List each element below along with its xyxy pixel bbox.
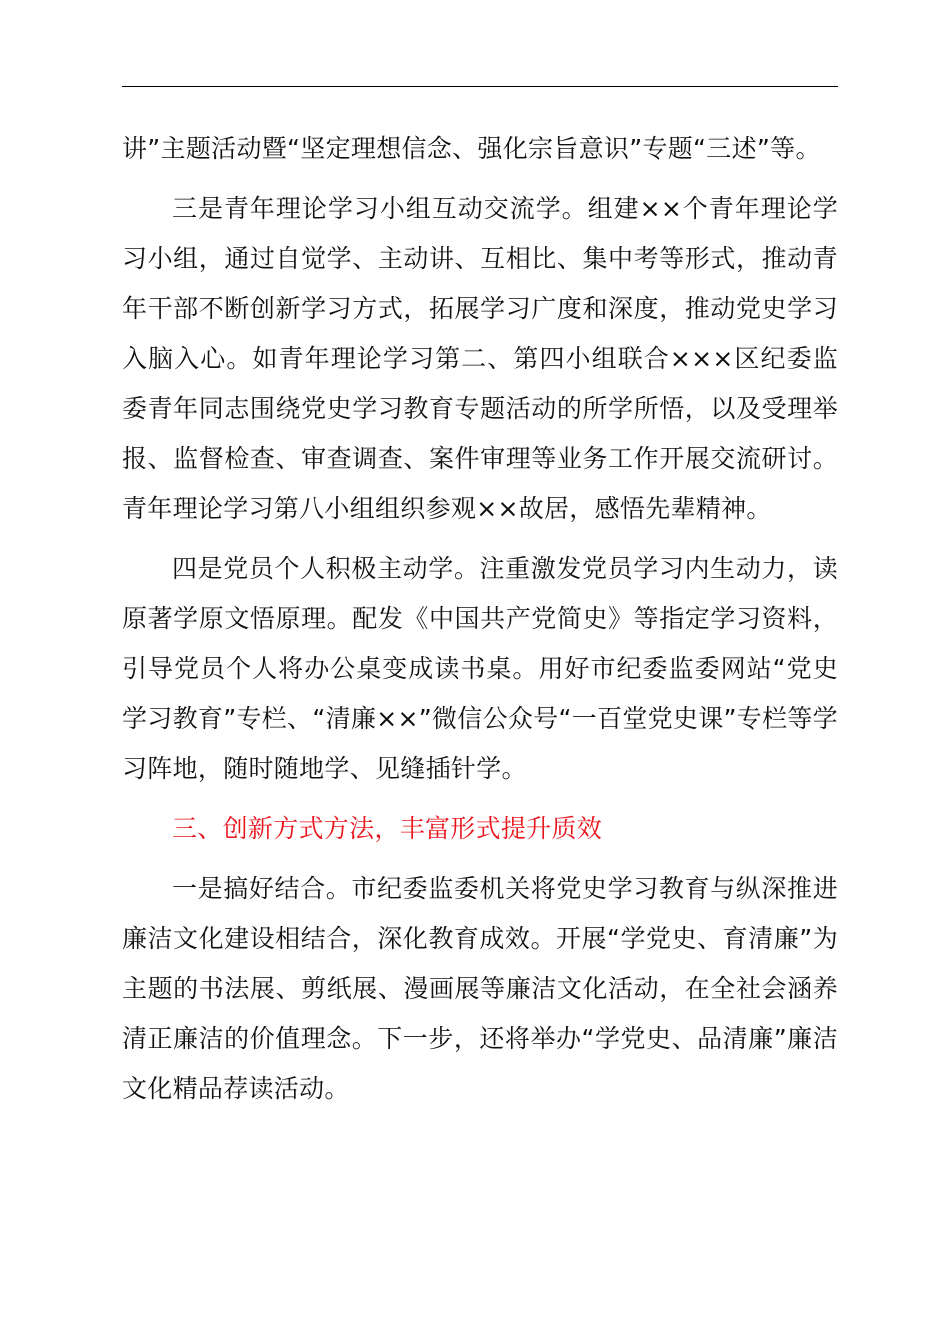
paragraph-point-one: 一是搞好结合。市纪委监委机关将党史学习教育与纵深推进廉洁文化建设相结合，深化教育成效。开展“学党史、育清廉”为主题的书法展、剪纸展、漫画展等廉洁文化活动，在全社会涵养清正廉洁的价值理念。下一步，还将举办“学党史、品清廉”廉洁文化精品荐读活动。 — [122, 874, 838, 1103]
paragraph-point-three: 三是青年理论学习小组互动交流学。组建××个青年理论学习小组，通过自觉学、主动讲、互相比、集中考等形式，推动青年干部不断创新学习方式，拓展学习广度和深度，推动党史学习入脑入心。如青年理论学习第二、第四小组联合×××区纪委监委青年同志围绕党史学习教育专题活动的所学所悟，以及受理举报、监督检查、审查调查、案件审理等业务工作开展交流研讨。青年理论学习第八小组组织参观××故居，感悟先辈精神。 — [122, 194, 838, 523]
header-rule — [122, 86, 838, 87]
paragraph-point-four: 四是党员个人积极主动学。注重激发党员学习内生动力，读原著学原文悟原理。配发《中国共产党简史》等指定学习资料，引导党员个人将办公桌变成读书桌。用好市纪委监委网站“党史学习教育”专栏、“清廉××”微信公众号“一百堂党史课”专栏等学习阵地，随时随地学、见缝插针学。 — [122, 554, 838, 783]
section-heading: 三、创新方式方法，丰富形式提升质效 — [172, 814, 603, 843]
paragraph-continuation: 讲”主题活动暨“坚定理想信念、强化宗旨意识”专题“三述”等。 — [122, 134, 821, 163]
document-body — [122, 124, 838, 1124]
